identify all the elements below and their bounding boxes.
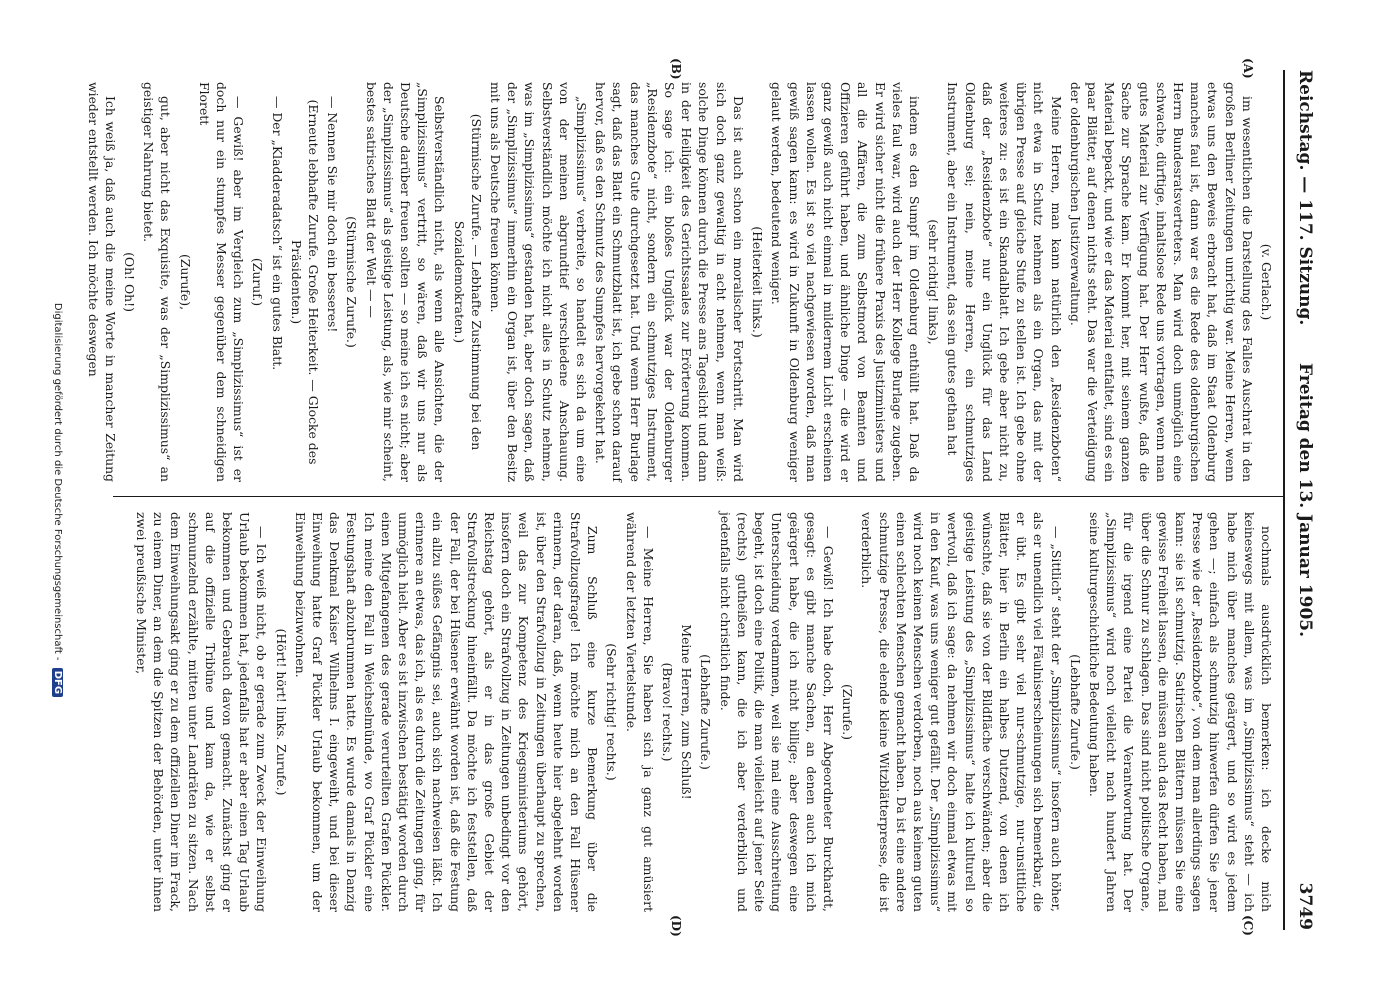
paragraph: — Ich weiß nicht, ob er gerade zum Zweck der Einweihung Urlaub bekommen hat, jedenfalls hat er aber einen Tag Urlaub bekommen und Gebrauch davon gemacht. Zunächst ging er auf die offizielle Tribüne und kam da, wie er selbst schmunzelnd erzählte, mitten unter Landräten zu sitzen. Nach dem Einweihungsakt ging er zu dem offiziellen Diner im Frack, zu einem Diner, an dem die Spitzen der Behörden, unter ihnen zwei preußische Minister, [134, 512, 270, 912]
paragraph: (Lebhafte Zurufe.) [1067, 654, 1083, 770]
paragraph: — Meine Herren, Sie haben sich ja ganz gut amüsiert während der letzten Viertelstunde. [623, 512, 656, 912]
right-column [131, 512, 1275, 912]
paragraph: Ich weiß ja, daß auch die meine Worte in mancher Zeitung wieder entstellt werden. Ich möchte deswegen [85, 82, 118, 482]
paragraph: — „Sittlich“ steht der „Simplizissimus“ insofern auch höher, als er unendlich viel Fäulniserscheinungen sich bemerkbar, die er übt. Es gibt sehr viel nur-schmutzige, nur-unsittliche Blätter, hier in Berlin ein halbes Dutzend, von denen ich wünschte, daß sie von der Bildfläche verschwänden; aber die geistige Leistung des „Simplizissimus“ halte ich kulturell so wertvoll, daß ich sage: da nehmen wir doch einmal etwas mit in den Kauf, was uns weniger gut gefällt. Der „Simplizissimus“ wird noch keinen Menschen verdorben, noch aus keinem guten einen schlechten Menschen gemacht haben. Da ist eine andere schmutzige Presse, die elende kleine Witzblätterpresse, die ist verderblich. [859, 512, 1064, 912]
footer [52, 0, 63, 1000]
page-header [1287, 70, 1315, 930]
paragraph: (Zuruf.) [250, 257, 266, 307]
paragraph: gut, aber nicht das Exquisite, was der „Simplizissimus“ an geistiger Nahrung bietet. [141, 82, 174, 482]
paragraph: (Stürmische Zurufe. — Lebhafte Zustimmung bei den Sozialdemokraten.) [451, 113, 484, 451]
paragraph: indem es den Sumpf im Oldenburg enthüllt hat. Daß da vieles faul war, wird auch der Herr Kollege Burlage zugeben. Er wird sicher nicht die frühere Praxis des Justizministers und all die Affären, die zum Selbstmord von Beamten und Offizieren geführt haben, und ähnliche Dinge — die wird er ganz gewiß auch nicht einmal in mildernem Licht erscheinen lassen wollen. Es ist so viel nachgewiesen worden, daß man gewiß sagen kann: es wird in Zukunft in Oldenburg weniger gelaut werden, bedeutend weniger. [769, 82, 922, 482]
paragraph: Selbstverständlich nicht, als wenn alle Ansichten, die der „Simplizissimus“ vertritt, so wären, daß wir uns nur als Deutsche darüber freuen sollten — so meine ich es nicht; aber der „Simplizissimus“ als geistige Leistung, als, wie mir scheint, bestes satirisches Blatt der Welt — — [363, 82, 448, 482]
paragraph: Zum Schluß eine kurze Bemerkung über die Strafvollzugsfrage! Ich möchte mich an den Fall Hüsener erinnern, der daran, daß, wenn heute hier abgelehnt worden ist, über den Strafvollzug in Zeitungen überhaupt zu sprechen, weil das zur Kompetenz des Kriegsministeriums gehört, insofern doch ein Strafvollzug in Zeitungen unbedingt vor den Reichstag gehört, als er in das große Gebiet der Strafvollstreckung hineinfällt. Da möchte ich feststellen, daß der Fall, der bei Hüsener erwähnt worden ist, daß die Festung ein allzu süßes Gefängnis sei, auch sich nachweisen läßt. Ich erinnere an etwas, das ich, als es durch die Zeitungen ging, für unmöglich hielt. Aber es ist inzwischen bestätigt worden durch einen Mitgefangenen des gerade verurteilten Grafen Pückler. Ich meine den Fall in Weichselmünde, wo Graf Pückler eine Festungshaft abzubrummen hatte. Es wurde damals in Danzig das Denkmal Kaiser Wilhelms I. eingeweiht, und bei dieser Einweihung hatte Graf Pückler Urlaub bekommen, um der Einweihung beizuwohnen. [292, 512, 601, 912]
paragraph: Meine Herren, man kann natürlich den „Residenzboten“ nicht etwa in Schutz nehmen als ein Organ, das mit der übrigen Presse auf gleiche Stufe zu stellen ist. Ich gebe ohne weiteres zu: es ist ein Skandalblatt. Ich gebe aber nicht zu, daß der „Residenzbote“ nur ein Unglück für das Land Oldenburg sei; nein, meine Herren, ein schmutziges Instrument, aber ein Instrument, das sein gutes gethan hat [945, 82, 1064, 482]
paragraph: (Heiterkeit links.) [750, 226, 766, 338]
margin-mark-b: (B) [669, 58, 683, 80]
paragraph: — Der „Kladderadatsch“ ist ein gutes Blatt. [269, 96, 285, 371]
paragraph: Meine Herren, zum Schluß! [679, 624, 695, 800]
paragraph: (Zurufe.) [840, 683, 856, 741]
paragraph: (Stürmische Zurufe.) [344, 216, 360, 348]
paragraph: (sehr richtig! links), [926, 219, 942, 345]
paragraph: Das ist auch schon ein moralischer Fortschritt. Man wird sich doch ganz gewaltig in acht nehmen, wenn man weiß: solche Dinge können durch die Presse ans Tageslicht und dann in der Heiligkeit des Gerichtssaales zur Erörterung kommen. So sage ich: ein bloßes Unglück war der Oldenburger „Residenzbote“ nicht, sondern ein schmutziges Instrument, das manches Gute durchgesetzt hat. Und wenn Herr Burlage sagt, daß das Blatt ein Schmutzblatt ist, ich gebe schon darauf hervor, daß es den Schmutz des Sumpfes hervorgekehrt hat. [593, 82, 746, 482]
paragraph: (Bravo! rechts.) [660, 662, 676, 762]
paragraph: (Hört! hört! links. Zurufe.) [273, 628, 289, 796]
paragraph: — Nennen Sie mir doch ein besseres! [325, 96, 341, 333]
header-left: Reichstag. — 117. Sitzung. [1295, 70, 1315, 326]
dfg-logo: DFG [52, 668, 63, 697]
paragraph: nochmals ausdrücklich bemerken: ich decke mich keineswegs mit allem, was im „Simplizissimus“ steht — ich habe mich über manches geärgert, und so wird es jedem gehen —; einfach als schmutzig hinwerfen dürfen Sie jener Presse wie der „Residenzbote“, von dem man allerdings sagen kann: sie ist schmutzig. Satirischen Blättern müssen Sie eine gewisse Freiheit lassen, die müssen auch das Recht haben, mal über die Schnur zu schlagen. Das sind nicht politische Organe, für die irgend eine Partei die Verantwortung hat. Der „Simplizissimus“ wird noch vielleicht nach hundert Jahren seine kulturgeschichtliche Bedeutung haben. [1086, 512, 1274, 912]
header-rule [1283, 70, 1285, 930]
paragraph: (Oh! Oh!) [122, 252, 137, 312]
margin-mark-d: (D) [669, 915, 683, 937]
left-column [82, 82, 1275, 482]
paragraph: (Lebhafte Zurufe.) [698, 654, 714, 770]
margin-mark-a: (A) [1241, 58, 1255, 79]
paragraph: (Sehr richtig! rechts.) [604, 643, 620, 781]
paragraph: „Simplizissimus“ verbreite, so handelt es sich da um eine von der meinen abgrundtief verschiedene Anschauung. Selbstverständlich möchte ich nicht alles in Schutz nehmen, was im „Simplizissimus“ gestanden hat, aber doch sagen, daß der „Simplizissimus“ immerhin ein Organ ist, über den Besitz mit uns als Deutsche freuen können. [488, 82, 590, 482]
paragraph: (Zurufe), [177, 253, 193, 311]
paragraph: (Erneute lebhafte Zurufe. Große Heiterkeit. — Glocke des Präsidenten.) [288, 99, 322, 465]
paragraph: — Gewiß! Ich habe doch, Herr Abgeordneter Burckhardt, gesagt: es gibt manche Sachen, an denen auch ich mich geärgert habe, die ich nicht billige; aber deswegen eine Unterscheidung verdammen, weil sie mal eine Ausschreitung begeht, ist doch eine Politik, die man vielleicht auf jener Seite (rechts) gutheißen kann, die ich aber verderblich und jedenfalls nicht christlich finde. [717, 512, 836, 912]
header-center: Freitag den 13. Januar 1905. [1295, 362, 1315, 638]
footer-text: Digitalisierung gefördert durch die Deutsche Forschungsgemeinschaft - [52, 302, 63, 661]
column-divider [113, 496, 1283, 497]
margin-mark-c: (C) [1241, 915, 1255, 936]
paragraph: (v. Gerlach.) [1259, 243, 1274, 321]
page-number: 3749 [1295, 882, 1315, 930]
paragraph: im wesentlichen die Darstellung des Falles Auschrat in den großen Berliner Zeitungen unrichtig war. Meine Herren, wenn etwas uns den Beweis erbracht hat, daß im Staat Oldenburg manches faul ist, dann war es die Rede des oldenburgischen Herrn Bundesratsvertreters. Man wird doch unmöglich eine schwache, dürftige, inhaltslose Rede uns vortragen, wenn man gutes Material zur Verfügung hat. Der Herr wußte, daß die Sache zur Sprache kam. Er kommt her, mit seinem ganzen Material bepackt, und wie er das Material entfaltet, sind es ein paar Blätter, auf denen nichts steht. Das war die Verteidigung der oldenburgischen Justizverwaltung. [1067, 82, 1255, 482]
paragraph: — Gewiß! aber im Vergleich zum „Simplizissimus“ ist er doch nur ein stumpfes Messer gegenüber dem schneidigen Florett [196, 82, 247, 482]
